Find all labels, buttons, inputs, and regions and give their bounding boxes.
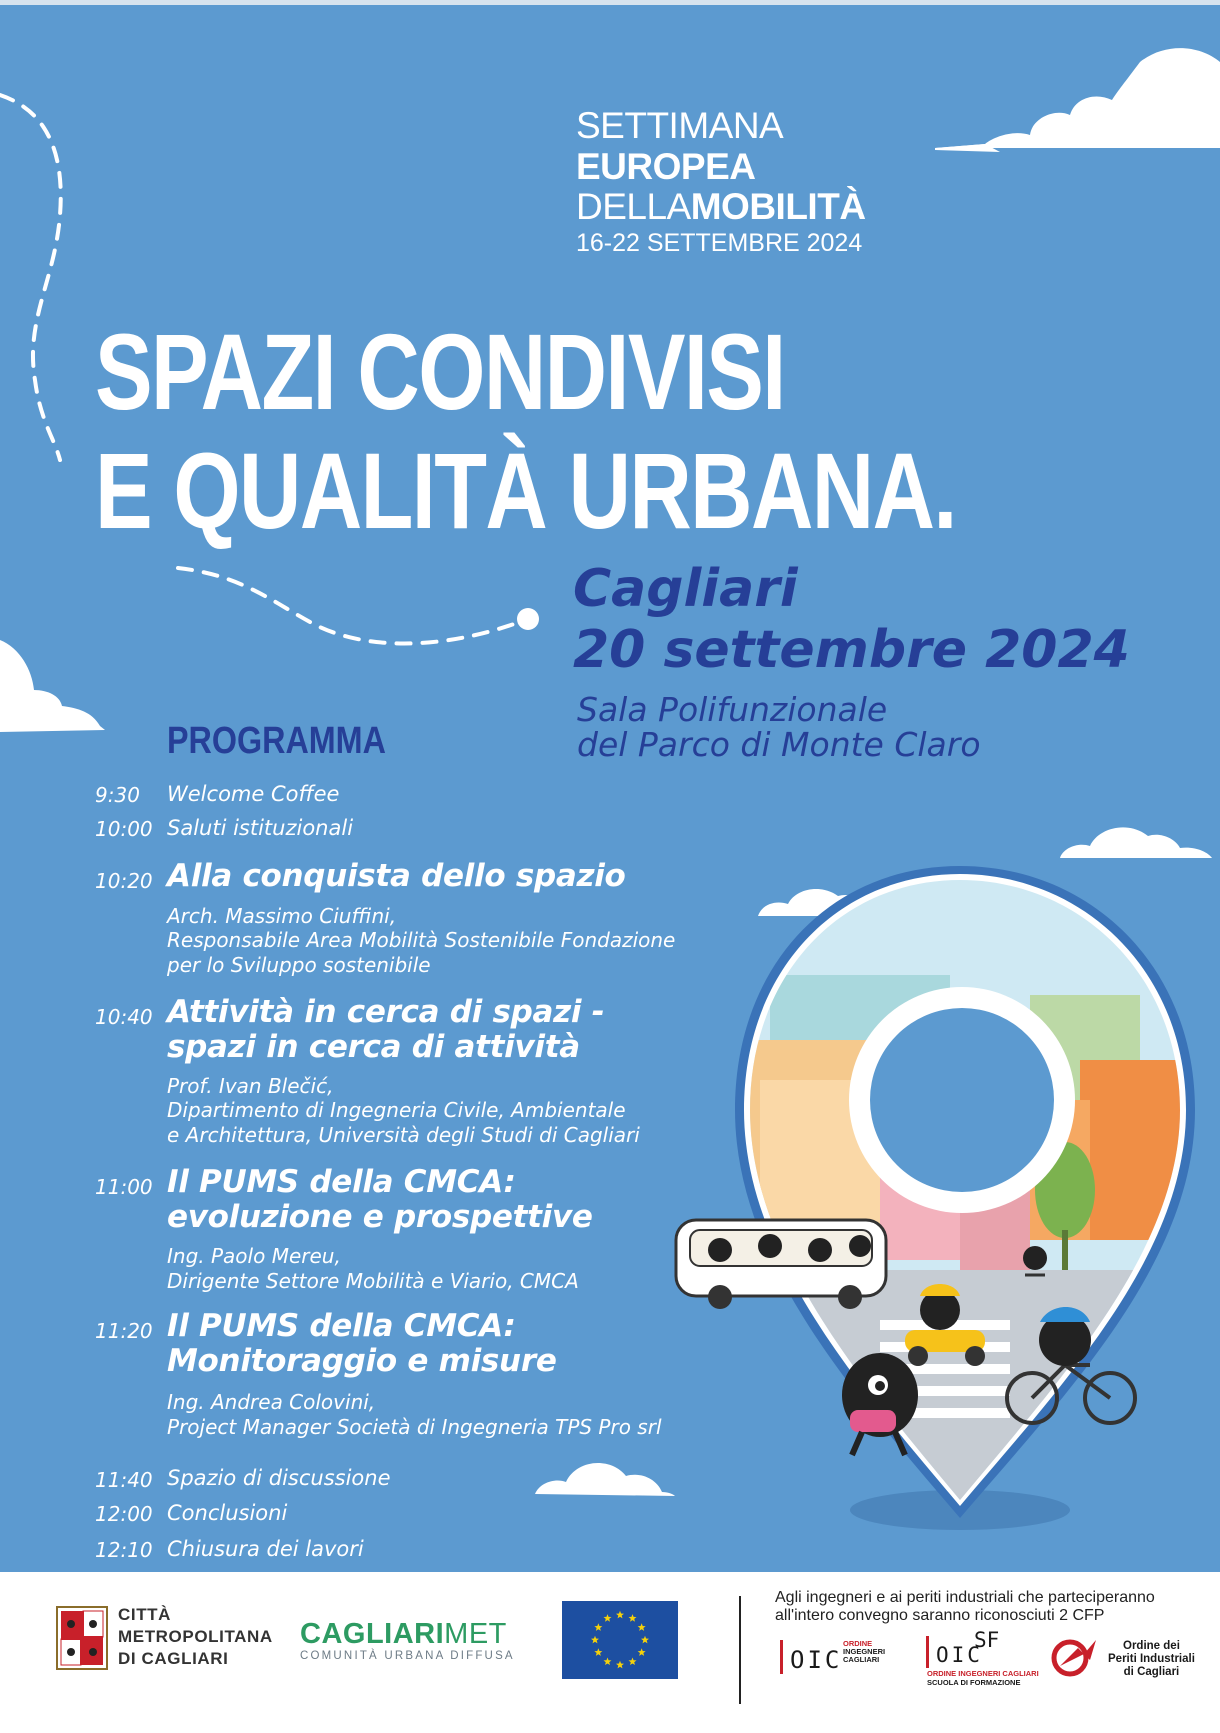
item-time: 11:20: [95, 1319, 153, 1343]
event-date: 20 settembre 2024: [573, 620, 1130, 680]
coat-of-arms-icon: [56, 1606, 108, 1670]
event-name-line1: SETTIMANA: [576, 105, 784, 146]
cmc-logo-text: [118, 1604, 273, 1670]
oicsf-small-2: SCUOLA DI FORMAZIONE: [927, 1678, 1021, 1687]
speaker-line: Dipartimento di Ingegneria Civile, Ambientale: [167, 1098, 626, 1122]
oic-logo: OIC: [790, 1646, 843, 1674]
speaker-line: Prof. Ivan Blečić,: [167, 1074, 334, 1098]
speaker-line: Arch. Massimo Ciuffini,: [167, 904, 397, 928]
oicsf-small-1: ORDINE INGEGNERI CAGLIARI: [927, 1669, 1039, 1678]
venue-line2: del Parco di Monte Claro: [577, 725, 981, 764]
speaker-line: Ing. Andrea Colovini,: [167, 1390, 376, 1414]
cfp-note-line1: Agli ingegneri e ai periti industriali che parteciperanno: [775, 1589, 1155, 1606]
item-title: Conclusioni: [167, 1501, 288, 1525]
periti-line: Periti Industriali: [1108, 1653, 1195, 1665]
event-name-line2: EUROPEA: [576, 146, 756, 187]
oicsf-logo-bar: [926, 1636, 929, 1668]
item-time: 11:00: [95, 1175, 153, 1199]
item-time: 11:40: [95, 1468, 153, 1492]
periti-line: di Cagliari: [1123, 1666, 1180, 1678]
oic-small-3: CAGLIARI: [843, 1655, 880, 1664]
cmc-logo-line: CITTÀ: [118, 1605, 172, 1624]
talk-title: Il PUMS della CMCA:: [167, 1164, 516, 1200]
talk-title: spazi in cerca di attività: [167, 1029, 580, 1065]
event-name-line3-b: MOBILITÀ: [690, 186, 866, 227]
event-name-line3-a: DELLA: [576, 186, 691, 227]
item-title: Saluti istituzionali: [167, 816, 354, 840]
cagliarimet-logo-b: MET: [444, 1618, 507, 1650]
programme-heading: PROGRAMMA: [167, 720, 386, 762]
item-time: 12:00: [95, 1502, 153, 1526]
eu-flag-icon: [562, 1601, 678, 1679]
item-time: 10:00: [95, 817, 153, 841]
event-city: Cagliari: [573, 559, 798, 619]
cfp-note-line2: all'intero convegno saranno riconosciuti 2 CFP: [775, 1607, 1105, 1624]
talk-title: Il PUMS della CMCA:: [167, 1308, 516, 1344]
item-time: 9:30: [95, 783, 140, 807]
speaker-line: Responsabile Area Mobilità Sostenibile Fondazione: [167, 928, 676, 952]
periti-logo-icon: [1050, 1636, 1100, 1678]
main-title-line2: E QUALITÀ URBANA.: [95, 430, 956, 551]
oicsf-logo: OIC: [936, 1643, 983, 1667]
cagliarimet-logo: [300, 1620, 507, 1649]
venue-line1: Sala Polifunzionale: [577, 690, 888, 729]
cmc-logo-line: METROPOLITANA: [118, 1627, 273, 1646]
speaker-line: Ing. Paolo Mereu,: [167, 1244, 341, 1268]
event-dates: 16-22 SETTEMBRE 2024: [576, 229, 863, 257]
talk-title: Attività in cerca di spazi -: [167, 994, 605, 1030]
periti-line: Ordine dei: [1123, 1640, 1180, 1652]
item-time: 10:40: [95, 1005, 153, 1029]
cagliarimet-logo-a: CAGLIARI: [300, 1618, 445, 1650]
speaker-line: Project Manager Società di Ingegneria TPS Pro srl: [167, 1415, 662, 1439]
cagliarimet-tagline: COMUNITÀ URBANA DIFFUSA: [300, 1650, 515, 1662]
oic-logo-bar: [780, 1640, 783, 1674]
speaker-line: e Architettura, Università degli Studi di Cagliari: [167, 1123, 640, 1147]
speaker-line: Dirigente Settore Mobilità e Viario, CMCA: [167, 1269, 579, 1293]
talk-title: Monitoraggio e misure: [167, 1343, 557, 1379]
main-title-line1: SPAZI CONDIVISI: [95, 311, 785, 432]
oicsf-logo-sf: SF: [974, 1628, 1000, 1652]
item-title: Chiusura dei lavori: [167, 1537, 364, 1561]
item-title: Welcome Coffee: [167, 782, 340, 806]
oic-small-2: INGEGNERI: [843, 1647, 886, 1656]
event-name-line3: [576, 188, 866, 225]
item-title: Spazio di discussione: [167, 1466, 391, 1490]
item-time: 12:10: [95, 1538, 153, 1562]
cmc-logo-line: DI CAGLIARI: [118, 1649, 229, 1668]
periti-logo-text: [1108, 1640, 1195, 1679]
oic-small-1: ORDINE: [843, 1639, 873, 1648]
item-time: 10:20: [95, 869, 153, 893]
talk-title: Alla conquista dello spazio: [167, 858, 626, 894]
footer-divider: [739, 1596, 741, 1704]
speaker-line: per lo Sviluppo sostenibile: [167, 953, 431, 977]
talk-title: evoluzione e prospettive: [167, 1199, 593, 1235]
